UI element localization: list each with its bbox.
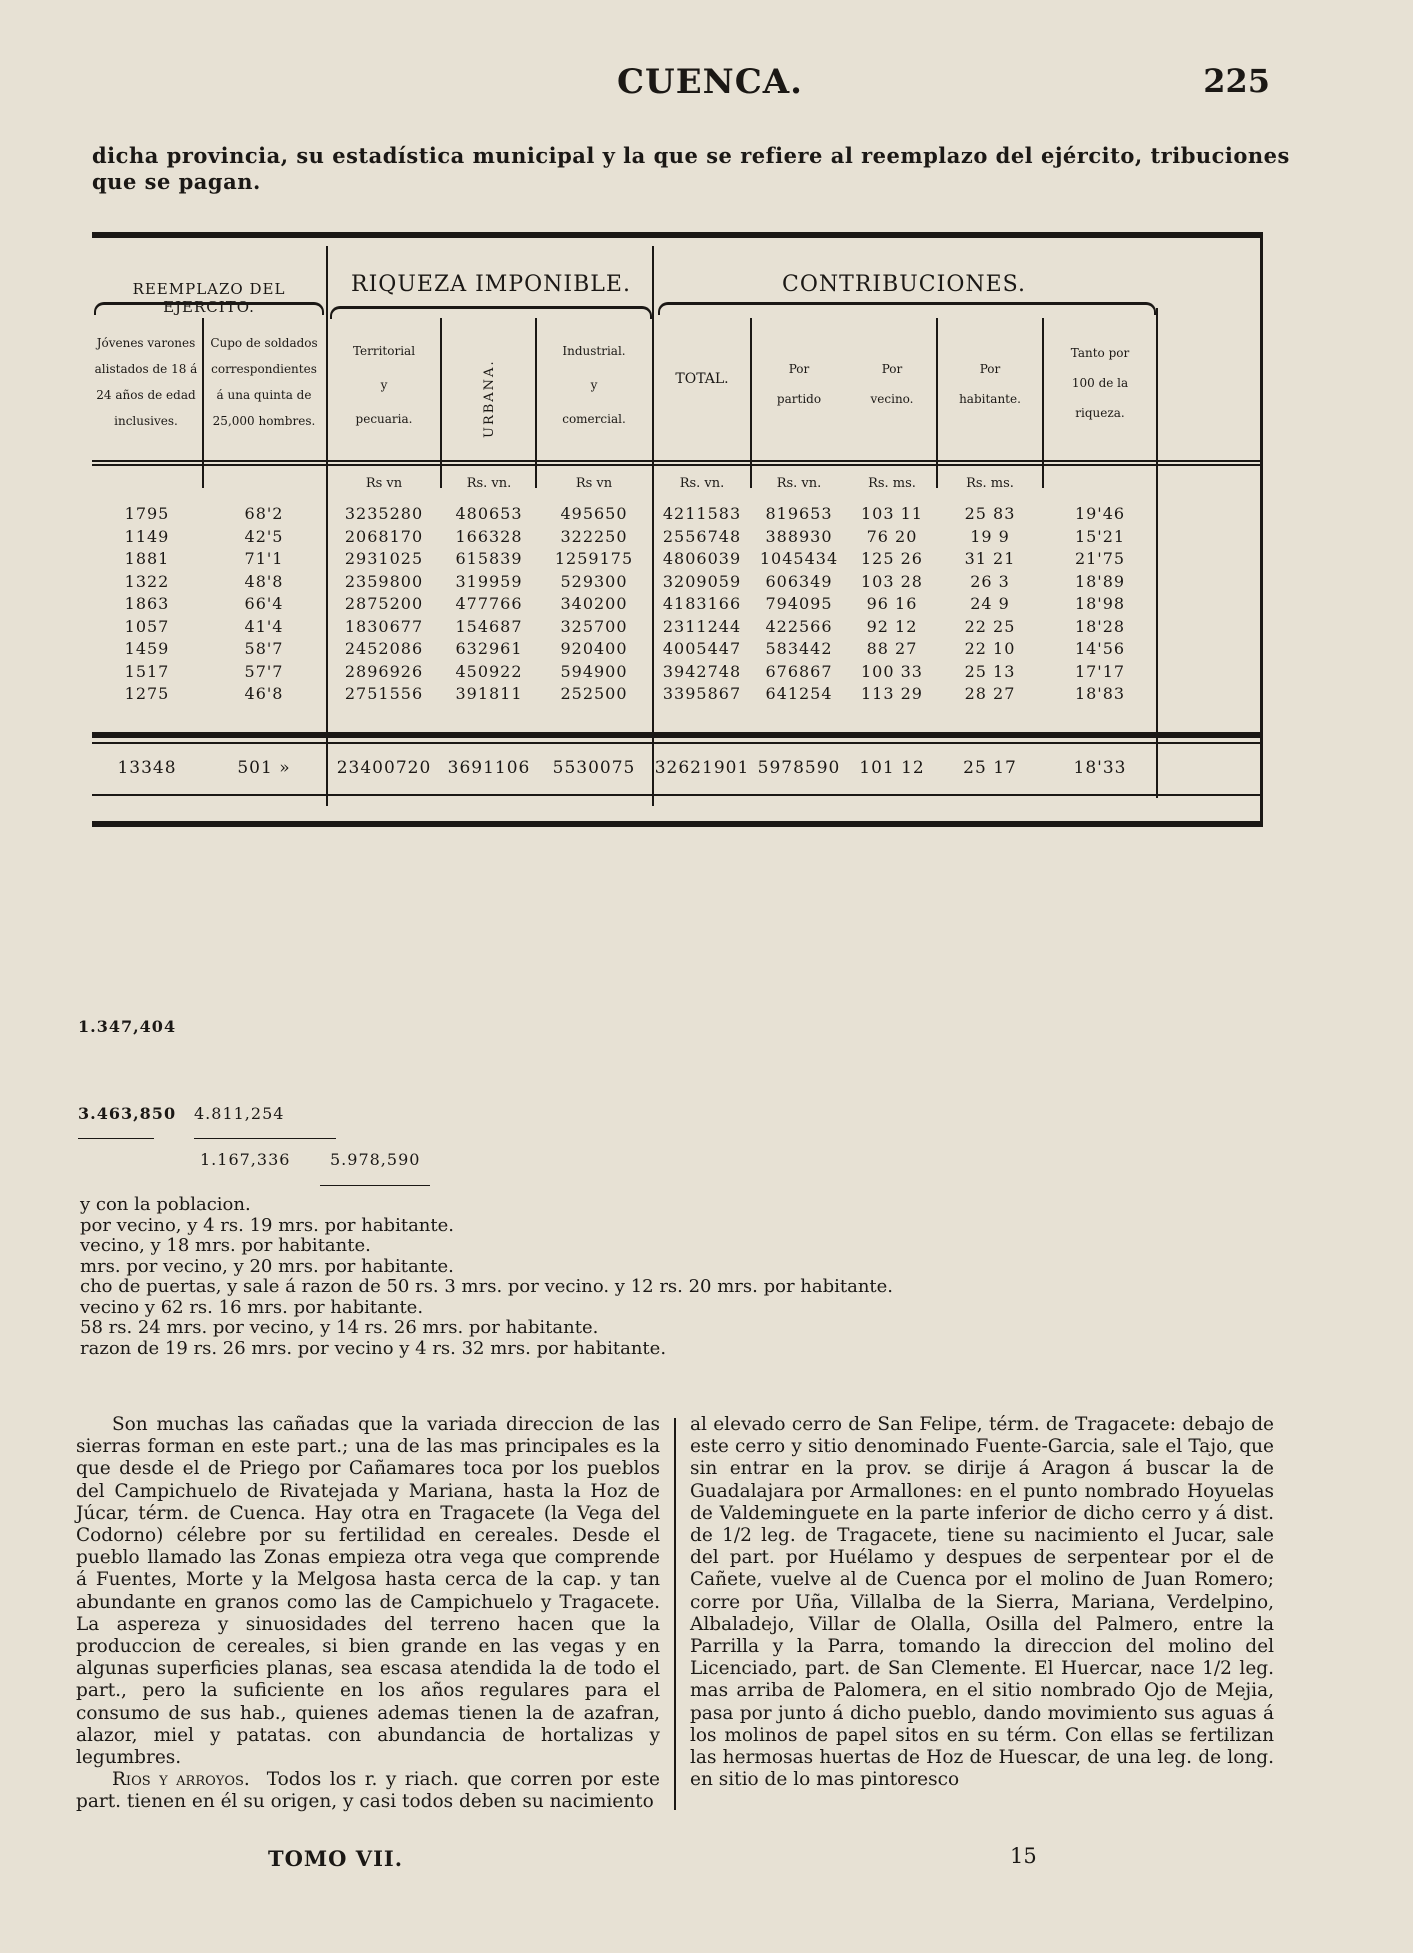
table-cell: 71'1 — [244, 549, 284, 568]
unit-habitante: Rs. ms. — [966, 476, 1014, 491]
table-total-cell: 18'33 — [1073, 758, 1127, 778]
page-title: CUENCA. — [617, 62, 803, 102]
table-cell: 676867 — [765, 661, 833, 681]
table-cell: 18'98 — [1074, 594, 1126, 613]
table-total-cell: 25 17 — [963, 758, 1017, 778]
table-cell: 19'46 — [1074, 504, 1126, 523]
table-cell: 495650 — [560, 504, 628, 523]
table-cell: 22 25 — [964, 616, 1016, 636]
intro-text: dicha provincia, su estadística municipal y la que se refiere al reemplazo del ejército, tribuciones que se pagan. — [92, 143, 1290, 194]
figure-2: 3.463,850 — [78, 1104, 177, 1123]
head-por-habitante: Por habitante. — [959, 362, 1021, 406]
table-cell: 819653 — [765, 504, 833, 523]
table-cell: 3235280 — [344, 504, 424, 523]
table-cell: 18'28 — [1074, 616, 1126, 636]
figure-4: 1.167,336 — [200, 1150, 291, 1169]
head-total: TOTAL. — [675, 371, 729, 387]
table-cell: 58'7 — [244, 639, 284, 658]
table-cell: 25 83 — [964, 504, 1016, 523]
table-cell: 24 9 — [970, 594, 1010, 613]
group-riqueza: RIQUEZA IMPONIBLE. — [351, 272, 631, 297]
table-cell: 2556748 — [662, 526, 742, 546]
table-cell: 2311244 — [662, 616, 742, 636]
table-cell: 166328 — [455, 526, 523, 546]
table-cell: 22 10 — [964, 639, 1016, 658]
table-cell: 4005447 — [662, 639, 742, 658]
table-cell: 103 28 — [861, 571, 923, 591]
body-left-column: Son muchas las cañadas que la variada direccion de las sierras forman en este part.; una de las mas principales es la que desde el de Priego por Cañamares toca por los pueblos del Campichuelo de Rivatejada y Mariana, hasta la Hoz de Júcar, térm. de Cuenca. Hay otra en Tragacete (la Vega del Codorno) célebre por su fertilidad en cereales. Desde el pueblo llamado las Zonas empieza otra vega que comprende á Fuentes, Morte y la Melgosa hasta cerca de la cap. y tan abundante en granos como las de Campichuelo y Tragacete. La aspereza y sinuosidades del terreno hacen que la produccion de cereales, si bien grande en las vegas y en algunas superficies planas, sea escasa atendida la de todo el part., pero la suficiente en los años regulares para el consumo de sus hab., quienes ademas tienen la de azafran, alazor, miel y patatas. con abundancia de hortalizas y legumbres. Rios y arroyos. Todos los r. y riach. que corren por este part. tienen en él su origen, y casi todos deben su nacimiento — [76, 1414, 661, 1813]
figure-1: 1.347,404 — [78, 1017, 177, 1036]
table-cell: 340200 — [560, 594, 628, 613]
table-cell: 25 13 — [964, 661, 1016, 681]
head-urbana: URBANA. — [482, 359, 497, 438]
table-cell: 325700 — [560, 616, 628, 636]
table-cell: 3942748 — [662, 661, 742, 681]
summary-line: mrs. por vecino, y 20 mrs. por habitante. — [80, 1255, 454, 1277]
table-total-cell: 5530075 — [552, 758, 636, 778]
table-cell: 14'56 — [1074, 639, 1126, 658]
table-cell: 794095 — [765, 594, 833, 613]
table-total-cell: 3691106 — [447, 758, 531, 778]
table-cell: 2751556 — [344, 684, 424, 703]
table-cell: 31 21 — [964, 549, 1016, 568]
table-cell: 252500 — [560, 684, 628, 703]
table-cell: 1322 — [124, 571, 170, 591]
table-total-cell: 101 12 — [859, 758, 925, 778]
head-tanto-por-ciento: Tanto por 100 de la riqueza. — [1070, 346, 1130, 420]
table-cell: 391811 — [455, 684, 523, 703]
table-cell: 17'17 — [1074, 661, 1126, 681]
signature-mark: 15 — [1010, 1844, 1037, 1868]
table-cell: 615839 — [455, 549, 523, 568]
table-cell: 1057 — [124, 616, 170, 636]
table-cell: 96 16 — [866, 594, 918, 613]
table-cell: 28 27 — [964, 684, 1016, 703]
table-cell: 2359800 — [344, 571, 424, 591]
summary-line: por vecino, y 4 rs. 19 mrs. por habitante. — [80, 1214, 455, 1236]
unit-territorial: Rs vn — [365, 476, 403, 491]
table-cell: 46'8 — [244, 684, 284, 703]
table-total-cell: 32621901 — [654, 758, 750, 778]
table-cell: 4806039 — [662, 549, 742, 568]
table-cell: 18'89 — [1074, 571, 1126, 591]
table-cell: 100 33 — [861, 661, 923, 681]
head-territorial: Territorial y pecuaria. — [352, 344, 416, 426]
table-cell: 583442 — [765, 639, 833, 658]
summary-line: cho de puertas, y sale á razon de 50 rs. 3 mrs. por vecino. y 12 rs. 20 mrs. por habitante. — [80, 1276, 894, 1297]
head-cupo: Cupo de soldados correspondientes á una quinta de 25,000 hombres. — [210, 336, 318, 428]
table-cell: 125 26 — [861, 549, 923, 568]
table-cell: 1830677 — [344, 616, 424, 636]
table-cell: 88 27 — [866, 639, 918, 658]
head-por-partido: Por partido — [776, 362, 822, 406]
head-jovenes: Jóvenes varones alistados de 18 á 24 años de edad inclusives. — [94, 336, 198, 428]
group-reemplazo: REEMPLAZO DEL EJERCITO. — [132, 280, 286, 316]
summary-line: razon de 19 rs. 26 mrs. por vecino y 4 rs. 32 mrs. por habitante. — [80, 1337, 667, 1359]
table-cell: 48'8 — [244, 571, 284, 591]
group-contribuciones: CONTRIBUCIONES. — [782, 272, 1026, 297]
table-cell: 57'7 — [244, 661, 284, 681]
table-cell: 477766 — [455, 594, 523, 613]
table-cell: 1045434 — [759, 549, 839, 568]
body-right-column: al elevado cerro de San Felipe, térm. de Tragacete: debajo de este cerro y sitio denominado Fuente-Garcia, sale el Tajo, que sin entrar en la prov. se dirije á Aragon á buscar la de Guadalajara por Armallones: en el punto nombrado Hoyuelas de Valdeminguete en la parte inferior de dicho cerro y á dist. de 1/2 leg. de Tragacete, tiene su nacimiento el Jucar, sale del part. por Huélamo y despues de serpentear por el de Cañete, vuelve al de Cuenca por el molino de Juan Romero; corre por Uña, Villalba de la Sierra, Mariana, Verdelpino, Albaladejo, Villar de Olalla, Osilla del Palmero, entre la Parrilla y la Parra, tomando la direccion del molino del Licenciado, part. de San Clemente. El Huercar, nace 1/2 leg. mas arriba de Palomera, en el sitio nombrado Ojo de Mejia, pasa por junto á dicho pueblo, dando movimiento sus aguas á los molinos de papel sitos en su térm. Con ellas se fertilizan las hermosas huertas de Hoz de Huescar, de una leg. de long. en sitio de lo mas pintoresco — [690, 1414, 1274, 1791]
table-cell: 3209059 — [662, 571, 742, 591]
figure-3: 4.811,254 — [194, 1104, 285, 1123]
table-cell: 2931025 — [344, 549, 424, 568]
table-cell: 422566 — [765, 616, 833, 636]
unit-industrial: Rs vn — [575, 476, 613, 491]
table-cell: 388930 — [765, 526, 833, 546]
table-cell: 319959 — [455, 571, 523, 591]
table-cell: 154687 — [455, 616, 523, 636]
table-total-cell: 23400720 — [336, 758, 432, 778]
table-cell: 529300 — [560, 571, 628, 591]
table-cell: 1149 — [124, 526, 170, 546]
table-cell: 322250 — [560, 526, 628, 546]
table-cell: 594900 — [560, 661, 628, 681]
summary-line: y con la poblacion. — [80, 1194, 251, 1215]
summary-line: vecino, y 18 mrs. por habitante. — [80, 1235, 371, 1256]
table-cell: 920400 — [560, 639, 628, 658]
table-cell: 66'4 — [244, 594, 284, 613]
table-cell: 15'21 — [1074, 526, 1126, 546]
head-industrial: Industrial. y comercial. — [562, 344, 626, 426]
table-cell: 113 29 — [861, 684, 923, 703]
table-cell: 1259175 — [554, 549, 634, 568]
table-cell: 4211583 — [662, 504, 742, 523]
table-cell: 92 12 — [866, 616, 918, 636]
table-cell: 632961 — [455, 639, 523, 658]
table-cell: 76 20 — [866, 526, 918, 546]
summary-line: 58 rs. 24 mrs. por vecino, y 14 rs. 26 mrs. por habitante. — [80, 1317, 599, 1338]
table-cell: 41'4 — [244, 616, 284, 636]
table-cell: 1275 — [124, 684, 170, 703]
table-total-cell: 13348 — [117, 758, 177, 778]
table-cell: 19 9 — [970, 526, 1010, 546]
section-heading-rios: Rios y arroyos. — [112, 1769, 250, 1791]
table-cell: 103 11 — [861, 504, 923, 523]
page-number: 225 — [1203, 62, 1270, 100]
table-cell: 1517 — [124, 661, 170, 681]
table-cell: 2452086 — [344, 639, 424, 658]
table-cell: 18'83 — [1074, 684, 1126, 703]
unit-vecino: Rs. ms. — [868, 476, 916, 491]
table-total-cell: 5978590 — [757, 758, 841, 778]
table-cell: 480653 — [455, 504, 523, 523]
table-cell: 4183166 — [662, 594, 742, 613]
table-cell: 1863 — [124, 594, 170, 613]
table-cell: 606349 — [765, 571, 833, 591]
table-cell: 26 3 — [970, 571, 1010, 591]
table-cell: 1881 — [124, 549, 170, 568]
summary-line: vecino y 62 rs. 16 mrs. por habitante. — [80, 1296, 424, 1318]
table-cell: 2896926 — [344, 661, 424, 681]
table-cell: 21'75 — [1074, 549, 1126, 568]
unit-total: Rs. vn. — [679, 476, 725, 491]
table-total-cell: 501 » — [237, 758, 291, 778]
table-cell: 2068170 — [344, 526, 424, 546]
table-cell: 1459 — [124, 639, 170, 658]
head-por-vecino: Por vecino. — [870, 362, 914, 406]
unit-partido: Rs. vn. — [776, 476, 822, 491]
table-cell: 42'5 — [244, 526, 284, 546]
table-cell: 641254 — [765, 684, 833, 703]
unit-urbana: Rs. vn. — [466, 476, 512, 491]
table-cell: 2875200 — [344, 594, 424, 613]
statistics-table — [92, 232, 1263, 827]
table-cell: 68'2 — [244, 504, 284, 523]
table-cell: 3395867 — [662, 684, 742, 703]
table-cell: 1795 — [124, 504, 170, 523]
figure-5: 5.978,590 — [330, 1150, 421, 1169]
volume-label: TOMO VII. — [268, 1846, 404, 1871]
table-cell: 450922 — [455, 661, 523, 681]
